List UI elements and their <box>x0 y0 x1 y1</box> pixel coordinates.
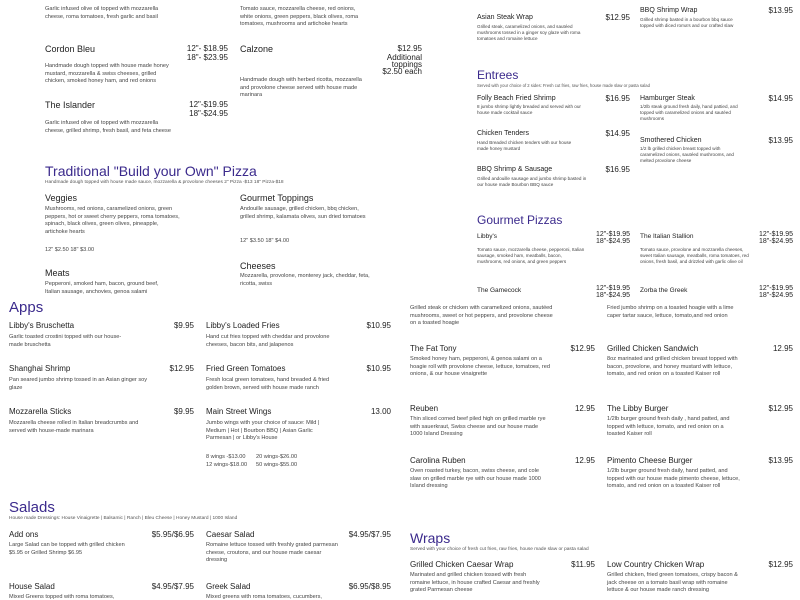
entree-desc: 1/2 lb grilled chicken breast topped with caramelized onions, sautéed mushrooms, and melted provolone cheese <box>640 146 734 164</box>
pimento-burger-name: Pimento Cheese Burger <box>607 456 693 465</box>
bbq-shrimp-wrap-desc: Grilled shrimp basted in a bourbon bbq sauce topped with diced roma's and our crafted slaw <box>640 17 734 29</box>
gcc-wrap-desc: Marinated and grilled chicken tossed with fresh romaine lettuce, in house crafted Caesar and freshly grated Parmesan cheese <box>410 572 540 594</box>
entree-price: $13.95 <box>768 136 793 145</box>
bbq-shrimp-wrap-price: $13.95 <box>768 6 793 15</box>
house-salad-desc: Mixed Greens topped with roma tomatoes, <box>9 594 115 600</box>
islander-name: The Islander <box>45 100 96 110</box>
salads-title: Salads <box>9 499 55 516</box>
italian-stallion-desc: Tomato sauce, provolone and mozzarella cheeses, sweet Italian sausage, meatballs, roma tomatoes, red onions, fresh basil, and drizzled with garlic olive oil <box>640 247 749 265</box>
wings-50-price: 50 wings-$55.00 <box>256 462 298 468</box>
wings-12-price: 12 wings-$18.00 <box>206 462 248 468</box>
byo-title: Traditional "Build your Own" Pizza <box>45 163 257 179</box>
app-price: $10.95 <box>366 321 391 330</box>
calzone-toppings: toppings <box>391 60 422 69</box>
house-salad-price: $4.95/$7.95 <box>151 582 194 591</box>
salads-subtitle: House made Dressings: House Vinaigrette | Balsamic | Ranch | Bleu Cheese | Honey Mustard | 1000 Island <box>9 516 238 521</box>
reuben-desc: Thin sliced corned beef piled high on grilled marble rye with sauerkraut, Swiss cheese and our house made 1000 Island Dressing <box>410 416 546 438</box>
islander-price-12: 12"-$19.95 <box>189 100 228 109</box>
gamecock-price-12: 12"-$19.95 <box>595 285 630 292</box>
calzone-additional: Additional <box>386 53 422 62</box>
wings-20-price: 20 wings-$26.00 <box>256 454 298 460</box>
app-price: $9.95 <box>173 321 194 330</box>
cordon-bleu-price-12: 12"- $18.95 <box>186 44 228 53</box>
app-name: Libby's Loaded Fries <box>206 321 280 330</box>
asian-steak-wrap-price: $12.95 <box>605 13 630 22</box>
grilled-chicken-sandwich-price: 12.95 <box>772 344 793 353</box>
islander-desc: Garlic infused olive oil topped with mozzarella cheese, grilled shrimp, fresh basil, and feta cheese <box>45 120 171 134</box>
caesar-salad-name: Caesar Salad <box>206 530 255 539</box>
app-price: $12.95 <box>169 364 194 373</box>
fat-tony-desc: Smoked honey ham, pepperoni, & genoa salami on a hoagie roll with provolone cheese, lettuce, tomatoes, red onions, & our house vinaigrette <box>410 356 550 378</box>
app-price: $9.95 <box>173 407 194 416</box>
gourmet-pizzas-title: Gourmet Pizzas <box>477 213 563 227</box>
cheeses-desc: Mozzarella, provolone, monterey jack, cheddar, feta, ricotta, swiss <box>240 273 370 287</box>
asian-steak-wrap-desc: Grilled steak, caramelized onions, and sautéed mushrooms tossed in a ginger soy glaze with roma tomatoes and romaine lettuce <box>477 24 581 42</box>
addons-name: Add ons <box>9 530 39 539</box>
italian-stallion-name: The Italian Stallion <box>640 233 694 240</box>
app-desc: Pan seared jumbo shrimp tossed in an Asian ginger soy glaze <box>9 377 148 391</box>
libbys-pizza-name: Libby's <box>477 233 498 240</box>
entree-desc: 8 jumbo shrimp lightly breaded and served with our house made cocktail sauce <box>477 104 581 116</box>
greek-salad-desc: Mixed greens with roma tomatoes, cucumbers, <box>206 594 322 600</box>
app-desc: Jumbo wings with your choice of sauce: Mild | Medium | Hot | Bourbon BBQ | Asian Garlic Parmesan | or Libby's House <box>206 420 320 442</box>
entree-name: BBQ Shrimp & Sausage <box>477 166 553 173</box>
gourmet-toppings-desc: Andouille sausage, grilled chicken, bbq chicken, grilled shrimp, kalamata olives, sun dried tomatoes <box>240 206 366 220</box>
byo-subtitle: Handmade dough topped with house made sauce, mozzarella & provolone cheeses 2" Pizza -$13 18" Pizza-$18 <box>45 180 284 185</box>
grilled-chicken-sandwich-name: Grilled Chicken Sandwich <box>607 344 699 353</box>
calzone-each: $2.50 each <box>382 67 422 76</box>
bbq-shrimp-wrap-name: BBQ Shrimp Wrap <box>640 7 698 14</box>
app-name: Mozzarella Sticks <box>9 407 72 416</box>
apps-title: Apps <box>9 299 44 316</box>
entree-price: $14.95 <box>605 129 630 138</box>
reuben-price: 12.95 <box>574 404 595 413</box>
meats-desc: Pepperoni, smoked ham, bacon, ground beef, Italian sausage, anchovies, genoa salami <box>45 281 159 295</box>
libby-burger-name: The Libby Burger <box>607 404 669 413</box>
gourmet-toppings-title: Gourmet Toppings <box>240 193 314 203</box>
greek-salad-price: $6.95/$8.95 <box>348 582 391 591</box>
calzone-desc: Handmade dough with herbed ricotta, mozzarella and provolone cheese served with house made marinara <box>240 77 362 99</box>
caesar-salad-price: $4.95/$7.95 <box>348 530 391 539</box>
entree-price: $16.95 <box>605 165 630 174</box>
app-desc: Mozzarella cheese rolled in Italian breadcrumbs and served with house-made marinara <box>9 420 139 434</box>
low-country-wrap-price: $12.95 <box>768 560 793 569</box>
gcc-wrap-price: $11.95 <box>571 560 595 569</box>
zorba-name: Zorba the Greek <box>640 287 688 294</box>
app-desc: Hand cut fries topped with cheddar and provolone cheeses, bacon bits, and jalapenos <box>206 334 330 348</box>
entrees-subtitle: Served with your choice of 2 sides: Fresh cut fries, raw fries, house made slaw or pasta salad <box>477 83 650 88</box>
libbys-pizza-price-12: 12"-$19.95 <box>595 231 630 238</box>
veggie-pizza-desc: Tomato sauce, mozzarella cheese, red onions, white onions, green peppers, black olives, roma tomatoes, mushrooms and artichoke hearts <box>240 6 359 28</box>
app-name: Fried Green Tomatoes <box>206 364 286 373</box>
veggies-desc: Mushrooms, red onions, caramelized onions, green peppers, hot or sweet cherry peppers, roma tomatoes, spinach, black olives, green olives, pineapple, artichoke hearts <box>45 206 180 235</box>
calzone-price: $12.95 <box>397 44 422 53</box>
asian-steak-wrap-name: Asian Steak Wrap <box>477 14 533 21</box>
wings-8-price: 8 wings -$13.00 <box>206 454 246 460</box>
entree-price: $14.95 <box>768 94 793 103</box>
wraps-subtitle: Served with your choice of fresh cut fries, raw fries, house made slaw or pasta salad <box>410 547 589 552</box>
pimento-burger-price: $13.95 <box>768 456 793 465</box>
app-name: Shanghai Shrimp <box>9 364 71 373</box>
carolina-ruben-name: Carolina Ruben <box>410 456 466 465</box>
fat-tony-price: $12.95 <box>570 344 595 353</box>
cordon-bleu-price-18: 18"- $23.95 <box>186 53 228 62</box>
zorba-price-12: 12"-$19.95 <box>758 285 793 292</box>
entree-name: Chicken Tenders <box>477 130 530 137</box>
islander-price-18: 18"-$24.95 <box>189 109 228 118</box>
addons-price: $5.95/$6.95 <box>151 530 194 539</box>
pimento-burger-desc: 1/2lb burger ground fresh daily, hand patted, and topped with our house made pimento cheese, lettuce, tomato, and red onion on a toasted Kaiser roll <box>607 468 740 490</box>
zorba-sandwich-desc: Fried jumbo shrimp on a toasted hoagie with a lime caper tartar sauce, lettuce, tomato,and red onion <box>607 305 734 319</box>
fat-tony-name: The Fat Tony <box>410 344 457 353</box>
cordon-bleu-name: Cordon Bleu <box>45 44 96 54</box>
app-desc: Fresh local green tomatoes, hand breaded & fried golden brown, served with house made ranch <box>206 377 330 391</box>
reuben-name: Reuben <box>410 404 439 413</box>
caesar-salad-desc: Romaine lettuce tossed with freshly grated parmesan cheese, croutons, and our house made caesar dressing <box>206 542 338 564</box>
app-price: 13.00 <box>370 407 391 416</box>
entree-desc: Grilled andouille sausage and jumbo shrimp basted in our house made Bourbon BBQ sauce <box>477 176 587 188</box>
entree-name: Smothered Chicken <box>640 137 702 144</box>
gamecock-price-18: 18"-$24.95 <box>595 292 630 299</box>
italian-stallion-price-12: 12"-$19.95 <box>758 231 793 238</box>
gamecock-sandwich-desc: Grilled steak or chicken with caramelized onions, sautéed mushrooms, sweet or hot peppers, and provolone cheese on a toasted hoagie <box>410 305 553 327</box>
wraps-title: Wraps <box>410 530 451 546</box>
garlic-pizza-desc: Garlic infused olive oil topped with mozzarella cheese, roma tomatoes, fresh garlic and basil <box>45 6 159 20</box>
cheeses-title: Cheeses <box>240 261 276 271</box>
calzone-name: Calzone <box>240 44 274 54</box>
entree-price: $16.95 <box>605 94 630 103</box>
gourmet-toppings-price: 12" $3.50 18" $4.00 <box>240 238 290 244</box>
veggies-price: 12" $2.50 18" $3.00 <box>45 247 95 253</box>
meats-title: Meats <box>45 268 70 278</box>
greek-salad-name: Greek Salad <box>206 582 251 591</box>
italian-stallion-price-18: 18"-$24.95 <box>758 238 793 245</box>
low-country-wrap-desc: Grilled chicken, fried green tomatoes, crispy bacon & jack cheese on a tomato basil wrap with romaine lettuce & our house made ranch dressing <box>607 572 738 594</box>
veggies-title: Veggies <box>45 193 78 203</box>
zorba-price-18: 18"-$24.95 <box>758 292 793 299</box>
libby-burger-price: $12.95 <box>768 404 793 413</box>
app-price: $10.95 <box>366 364 391 373</box>
carolina-ruben-desc: Oven roasted turkey, bacon, swiss cheese, and cole slaw on grilled marble rye with our house made 1000 Island dressing <box>410 468 541 490</box>
app-desc: Garlic toasted crostini topped with our house-made bruschetta <box>9 334 122 348</box>
libbys-pizza-price-18: 18"-$24.95 <box>595 238 630 245</box>
gamecock-name: The Gamecock <box>477 287 522 294</box>
app-name: Libby's Bruschetta <box>9 321 75 330</box>
cordon-bleu-desc: Handmade dough topped with house made honey mustard, mozzarella & swiss cheeses, grilled chicken, smoked honey ham, and red onions <box>45 63 169 85</box>
low-country-wrap-name: Low Country Chicken Wrap <box>607 560 705 569</box>
house-salad-name: House Salad <box>9 582 55 591</box>
addons-desc: Large Salad can be topped with grilled chicken $5.95 or Grilled Shrimp $6.95 <box>9 542 125 556</box>
gcc-wrap-name: Grilled Chicken Caesar Wrap <box>410 560 514 569</box>
libby-burger-desc: 1/2lb burger ground fresh daily , hand patted, and topped with lettuce, tomato, and red onion on a toasted Kaiser roll <box>607 416 730 438</box>
entree-desc: 1/2lb steak ground fresh daily, hand pattied, and topped with caramelized onions and sautéed mushrooms <box>640 104 738 122</box>
app-name: Main Street Wings <box>206 407 272 416</box>
libbys-pizza-desc: Tomato sauce, mozzarella cheese, pepperoni, Italian sausage, smoked ham, meatballs, bacon, mushrooms, red onions, and green peppers <box>477 247 585 265</box>
entrees-title: Entrees <box>477 68 519 82</box>
grilled-chicken-sandwich-desc: 8oz marinated and grilled chicken breast topped with bacon, provolone, and honey mustard with lettuce, tomato, and red onion on a toasted Kaiser roll <box>607 356 738 378</box>
entree-desc: Hand Breaded chicken tenders with our house made honey mustard <box>477 140 572 152</box>
entree-name: Hamburger Steak <box>640 95 695 102</box>
entree-name: Folly Beach Fried Shrimp <box>477 95 556 102</box>
carolina-ruben-price: 12.95 <box>574 456 595 465</box>
